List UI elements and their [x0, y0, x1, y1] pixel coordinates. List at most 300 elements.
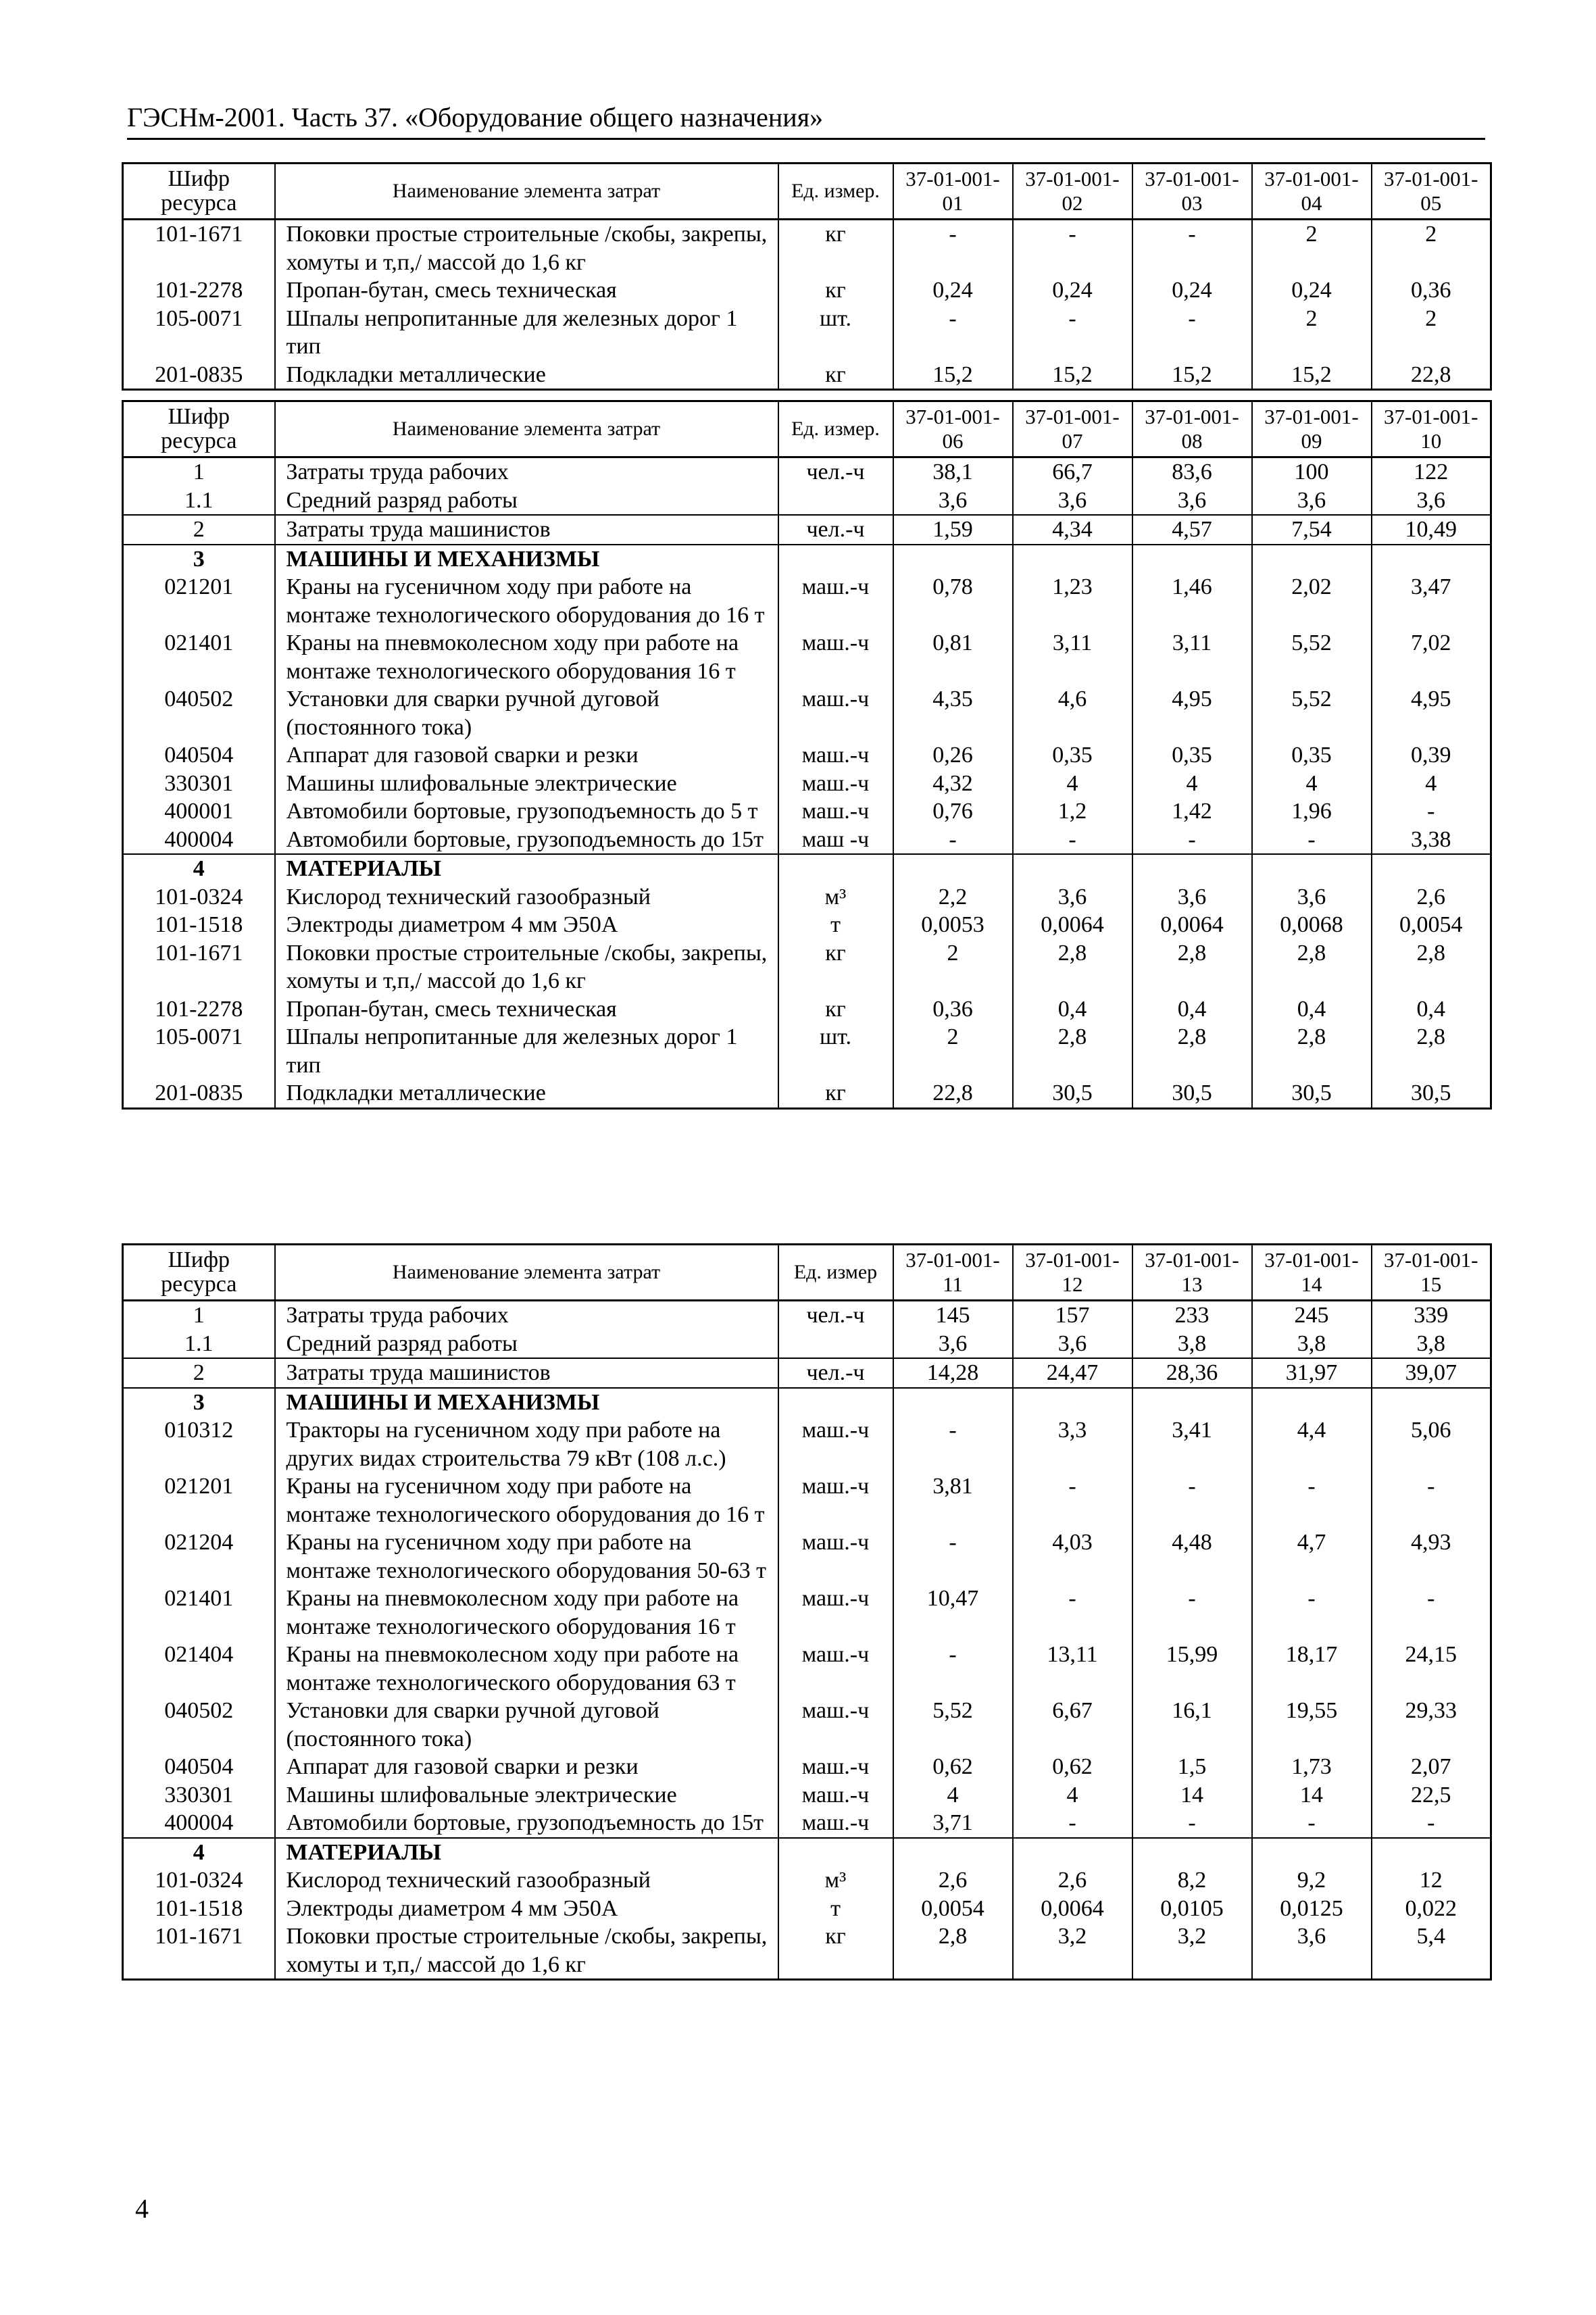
resource-unit: маш -ч	[778, 826, 893, 855]
norm-value: -	[1132, 1472, 1252, 1528]
norm-value: 0,0105	[1132, 1895, 1252, 1923]
norm-value: -	[1132, 1809, 1252, 1838]
norm-value: 0,35	[1132, 741, 1252, 770]
norm-value: 0,24	[1013, 276, 1132, 305]
table-row	[123, 911, 1491, 939]
norm-value: 24,15	[1372, 1641, 1491, 1697]
resource-code: 101-1518	[123, 911, 275, 939]
norm-value: 4,95	[1372, 685, 1491, 741]
norm-value: 1,2	[1013, 797, 1132, 826]
resource-name: Затраты труда рабочих	[275, 1301, 778, 1330]
col-header-unit: Ед. измер.	[778, 401, 893, 457]
norm-value: 3,6	[893, 1330, 1013, 1359]
table-row	[123, 1330, 1491, 1359]
col-header-norm-code: 37-01-001-05	[1372, 164, 1491, 220]
norm-value: 1,46	[1132, 573, 1252, 629]
resource-code: 021204	[123, 1528, 275, 1585]
norm-value: 4,6	[1013, 685, 1132, 741]
norm-value: 0,24	[1132, 276, 1252, 305]
norm-value: -	[1372, 1809, 1491, 1838]
norm-value: -	[1132, 305, 1252, 361]
norm-value: 0,0054	[1372, 911, 1491, 939]
norm-value: 1,73	[1252, 1753, 1372, 1781]
resource-unit	[778, 545, 893, 574]
norm-value: 2	[1372, 305, 1491, 361]
norm-value: 4	[1132, 770, 1252, 798]
resource-unit: кг	[778, 995, 893, 1024]
norm-value: 3,8	[1252, 1330, 1372, 1359]
resource-unit: маш.-ч	[778, 1697, 893, 1753]
norm-value: 2,6	[1013, 1866, 1132, 1895]
resource-code: 040504	[123, 741, 275, 770]
col-header-norm-code: 37-01-001-09	[1252, 401, 1372, 457]
page-number: 4	[135, 2193, 149, 2224]
resource-code: 2	[123, 515, 275, 545]
norm-value: 5,06	[1372, 1416, 1491, 1472]
resource-unit: маш.-ч	[778, 629, 893, 685]
norm-value: 29,33	[1372, 1697, 1491, 1753]
resource-name: Краны на пневмоколесном ходу при работе на монтаже технологического оборудования 16 т	[275, 1585, 778, 1641]
resource-unit: т	[778, 1895, 893, 1923]
norm-value: 3,6	[1013, 487, 1132, 516]
norm-value: 2	[893, 939, 1013, 995]
resource-code: 400004	[123, 1809, 275, 1838]
resource-code: 021401	[123, 629, 275, 685]
resource-unit: т	[778, 911, 893, 939]
resource-name: Средний разряд работы	[275, 487, 778, 516]
norm-value: 0,62	[893, 1753, 1013, 1781]
norm-value: 0,4	[1252, 995, 1372, 1024]
norm-value: 38,1	[893, 457, 1013, 487]
norm-value: 0,022	[1372, 1895, 1491, 1923]
norm-value: 245	[1252, 1301, 1372, 1330]
norm-value: 4	[1013, 770, 1132, 798]
resource-code: 101-2278	[123, 276, 275, 305]
norm-value: -	[1372, 797, 1491, 826]
resource-unit: маш.-ч	[778, 741, 893, 770]
resource-name: Затраты труда машинистов	[275, 515, 778, 545]
norm-value: 2,02	[1252, 573, 1372, 629]
norm-value: -	[1372, 1472, 1491, 1528]
resource-code: 1.1	[123, 1330, 275, 1359]
norm-value: 0,81	[893, 629, 1013, 685]
resource-table-2	[122, 400, 1492, 1110]
norm-value: 3,6	[1132, 883, 1252, 912]
norm-value: 18,17	[1252, 1641, 1372, 1697]
table-row	[123, 1585, 1491, 1641]
resource-code: 021201	[123, 573, 275, 629]
norm-value: -	[1013, 826, 1132, 855]
table-row	[123, 1781, 1491, 1810]
resource-unit: чел.-ч	[778, 1301, 893, 1330]
table-row	[123, 1358, 1491, 1388]
norm-value: -	[1252, 1472, 1372, 1528]
norm-value: 0,24	[1252, 276, 1372, 305]
norm-value: 4	[1013, 1781, 1132, 1810]
norm-value: 3,6	[1372, 487, 1491, 516]
norm-value: -	[1013, 1472, 1132, 1528]
table-row	[123, 305, 1491, 361]
resource-code: 040504	[123, 1753, 275, 1781]
norm-value: 145	[893, 1301, 1013, 1330]
norm-value: 3,6	[1252, 487, 1372, 516]
norm-value	[893, 854, 1013, 883]
table-row	[123, 1416, 1491, 1472]
norm-value: 3,47	[1372, 573, 1491, 629]
resource-name: Машины шлифовальные электрические	[275, 1781, 778, 1810]
norm-value: 6,67	[1013, 1697, 1132, 1753]
norm-value: 3,71	[893, 1809, 1013, 1838]
resource-unit: маш.-ч	[778, 1641, 893, 1697]
resource-code: 101-1671	[123, 220, 275, 277]
resource-unit: маш.-ч	[778, 1416, 893, 1472]
col-header-norm-code: 37-01-001-11	[893, 1245, 1013, 1301]
norm-value: 2,6	[1372, 883, 1491, 912]
norm-value	[893, 1388, 1013, 1417]
norm-value: 2,8	[1013, 939, 1132, 995]
section-row	[123, 1388, 1491, 1417]
norm-value: 3,8	[1132, 1330, 1252, 1359]
norm-value	[1252, 854, 1372, 883]
norm-value: -	[893, 1416, 1013, 1472]
norm-value: 4,35	[893, 685, 1013, 741]
norm-value: -	[893, 1641, 1013, 1697]
norm-value: 24,47	[1013, 1358, 1132, 1388]
resource-unit: кг	[778, 1922, 893, 1980]
norm-value: 2,8	[1132, 939, 1252, 995]
resource-table-3	[122, 1243, 1492, 1981]
col-header-code: Шифр ресурса	[123, 401, 275, 457]
norm-value: 30,5	[1372, 1079, 1491, 1108]
norm-value: 5,52	[1252, 685, 1372, 741]
norm-value: -	[1372, 1585, 1491, 1641]
norm-value	[893, 545, 1013, 574]
resource-code: 330301	[123, 1781, 275, 1810]
table-row	[123, 995, 1491, 1024]
resource-name: МАТЕРИАЛЫ	[275, 1838, 778, 1867]
resource-name: Шпалы непропитанные для железных дорог 1 тип	[275, 305, 778, 361]
norm-value: 5,52	[893, 1697, 1013, 1753]
norm-value: 0,36	[1372, 276, 1491, 305]
resource-code: 021404	[123, 1641, 275, 1697]
norm-value: 3,11	[1132, 629, 1252, 685]
norm-value: 9,2	[1252, 1866, 1372, 1895]
norm-value	[1252, 1388, 1372, 1417]
norm-value: 0,35	[1252, 741, 1372, 770]
section-row	[123, 545, 1491, 574]
norm-value: 0,0068	[1252, 911, 1372, 939]
norm-value: 0,62	[1013, 1753, 1132, 1781]
norm-value: 14	[1132, 1781, 1252, 1810]
resource-unit: кг	[778, 361, 893, 390]
table-row	[123, 1895, 1491, 1923]
norm-value: 1,5	[1132, 1753, 1252, 1781]
norm-value: 1,23	[1013, 573, 1132, 629]
norm-value: 4	[1252, 770, 1372, 798]
norm-value: 30,5	[1013, 1079, 1132, 1108]
norm-value: 1,59	[893, 515, 1013, 545]
norm-value: 3,6	[1013, 1330, 1132, 1359]
table-row	[123, 939, 1491, 995]
col-header-norm-code: 37-01-001-02	[1013, 164, 1132, 220]
resource-name: Автомобили бортовые, грузоподъемность до 15т	[275, 826, 778, 855]
resource-name: Затраты труда машинистов	[275, 1358, 778, 1388]
resource-code: 1.1	[123, 487, 275, 516]
norm-value: 15,2	[1013, 361, 1132, 390]
table-row	[123, 629, 1491, 685]
table-row	[123, 1697, 1491, 1753]
table-row	[123, 826, 1491, 855]
resource-name: Шпалы непропитанные для железных дорог 1 тип	[275, 1023, 778, 1079]
table-row	[123, 1641, 1491, 1697]
col-header-norm-code: 37-01-001-13	[1132, 1245, 1252, 1301]
norm-value: 66,7	[1013, 457, 1132, 487]
norm-value: -	[1252, 1809, 1372, 1838]
table-row	[123, 883, 1491, 912]
resource-name: Кислород технический газообразный	[275, 1866, 778, 1895]
resource-name: Затраты труда рабочих	[275, 457, 778, 487]
resource-code: 021201	[123, 1472, 275, 1528]
table-row	[123, 1079, 1491, 1108]
resource-name: Автомобили бортовые, грузоподъемность до 15т	[275, 1809, 778, 1838]
resource-code: 101-0324	[123, 883, 275, 912]
norm-value: 14	[1252, 1781, 1372, 1810]
table-row	[123, 1866, 1491, 1895]
norm-value: 22,8	[1372, 361, 1491, 390]
norm-value: 28,36	[1132, 1358, 1252, 1388]
resource-code: 101-2278	[123, 995, 275, 1024]
norm-value: 2,8	[1372, 1023, 1491, 1079]
norm-value: 3,2	[1132, 1922, 1252, 1980]
resource-unit	[778, 1838, 893, 1867]
norm-value: 30,5	[1252, 1079, 1372, 1108]
table-row	[123, 1472, 1491, 1528]
norm-value: 3,81	[893, 1472, 1013, 1528]
resource-unit: маш.-ч	[778, 1753, 893, 1781]
norm-value: 3,38	[1372, 826, 1491, 855]
resource-code: 101-0324	[123, 1866, 275, 1895]
resource-unit: кг	[778, 276, 893, 305]
norm-value: 3,8	[1372, 1330, 1491, 1359]
norm-value	[1013, 1388, 1132, 1417]
col-header-norm-code: 37-01-001-14	[1252, 1245, 1372, 1301]
norm-value: 0,39	[1372, 741, 1491, 770]
norm-value: 2,8	[1013, 1023, 1132, 1079]
resource-name: МАШИНЫ И МЕХАНИЗМЫ	[275, 1388, 778, 1417]
norm-value: 0,36	[893, 995, 1013, 1024]
norm-value: 157	[1013, 1301, 1132, 1330]
resource-code: 021401	[123, 1585, 275, 1641]
col-header-name: Наименование элемента затрат	[275, 1245, 778, 1301]
resource-unit: маш.-ч	[778, 1809, 893, 1838]
resource-name: Тракторы на гусеничном ходу при работе на других видах строительства 79 кВт (108 л.с.)	[275, 1416, 778, 1472]
norm-value: 3,41	[1132, 1416, 1252, 1472]
norm-value: 0,0053	[893, 911, 1013, 939]
resource-code: 400004	[123, 826, 275, 855]
resource-code: 201-0835	[123, 361, 275, 390]
norm-value: 4,93	[1372, 1528, 1491, 1585]
norm-value: 2	[1252, 220, 1372, 277]
norm-value: 15,99	[1132, 1641, 1252, 1697]
resource-code: 3	[123, 545, 275, 574]
norm-value: 4,57	[1132, 515, 1252, 545]
norm-value	[1132, 854, 1252, 883]
resource-name: Подкладки металлические	[275, 361, 778, 390]
resource-code: 2	[123, 1358, 275, 1388]
norm-value: 3,6	[1013, 883, 1132, 912]
norm-value: 122	[1372, 457, 1491, 487]
resource-code: 400001	[123, 797, 275, 826]
norm-value: 30,5	[1132, 1079, 1252, 1108]
table-row	[123, 685, 1491, 741]
resource-unit	[778, 1388, 893, 1417]
resource-unit: маш.-ч	[778, 1585, 893, 1641]
norm-value: -	[1013, 1809, 1132, 1838]
resource-unit: шт.	[778, 1023, 893, 1079]
resource-unit: маш.-ч	[778, 1781, 893, 1810]
norm-value: 5,52	[1252, 629, 1372, 685]
norm-value: 3,6	[1132, 487, 1252, 516]
resource-name: Средний разряд работы	[275, 1330, 778, 1359]
col-header-code: Шифр ресурса	[123, 164, 275, 220]
norm-value: 2,8	[1252, 1023, 1372, 1079]
norm-value: -	[893, 220, 1013, 277]
resource-name: МАШИНЫ И МЕХАНИЗМЫ	[275, 545, 778, 574]
norm-value: 4,32	[893, 770, 1013, 798]
resource-code: 105-0071	[123, 305, 275, 361]
resource-unit	[778, 1330, 893, 1359]
resource-name: Машины шлифовальные электрические	[275, 770, 778, 798]
resource-unit: маш.-ч	[778, 1528, 893, 1585]
resource-name: Поковки простые строительные /скобы, закрепы, хомуты и т,п,/ массой до 1,6 кг	[275, 939, 778, 995]
resource-name: Установки для сварки ручной дуговой (постоянного тока)	[275, 685, 778, 741]
norm-value: 8,2	[1132, 1866, 1252, 1895]
resource-code: 101-1671	[123, 1922, 275, 1980]
resource-code: 4	[123, 854, 275, 883]
col-header-norm-code: 37-01-001-01	[893, 164, 1013, 220]
resource-name: Автомобили бортовые, грузоподъемность до 5 т	[275, 797, 778, 826]
norm-value: 4,34	[1013, 515, 1132, 545]
col-header-name: Наименование элемента затрат	[275, 401, 778, 457]
norm-value: 4,95	[1132, 685, 1252, 741]
norm-value: 22,5	[1372, 1781, 1491, 1810]
norm-value: 15,2	[1252, 361, 1372, 390]
col-header-norm-code: 37-01-001-07	[1013, 401, 1132, 457]
norm-value: -	[1132, 220, 1252, 277]
resource-code: 201-0835	[123, 1079, 275, 1108]
table-row	[123, 515, 1491, 545]
table-row	[123, 276, 1491, 305]
table-row	[123, 1528, 1491, 1585]
norm-value: 7,54	[1252, 515, 1372, 545]
section-row	[123, 854, 1491, 883]
norm-value: -	[893, 305, 1013, 361]
resource-code: 040502	[123, 1697, 275, 1753]
norm-value: 0,4	[1132, 995, 1252, 1024]
table-row	[123, 741, 1491, 770]
resource-unit: шт.	[778, 305, 893, 361]
resource-name: Пропан-бутан, смесь техническая	[275, 276, 778, 305]
norm-value: -	[893, 1528, 1013, 1585]
norm-value: 4	[1372, 770, 1491, 798]
resource-name: Кислород технический газообразный	[275, 883, 778, 912]
table-row	[123, 361, 1491, 390]
table-row	[123, 1809, 1491, 1838]
norm-value: 2,8	[893, 1922, 1013, 1980]
norm-value: 2	[1372, 220, 1491, 277]
norm-value: 3,11	[1013, 629, 1132, 685]
norm-value	[1252, 1838, 1372, 1867]
resource-unit: м³	[778, 883, 893, 912]
norm-value: 2,2	[893, 883, 1013, 912]
resource-code: 101-1518	[123, 1895, 275, 1923]
norm-value	[1372, 545, 1491, 574]
resource-name: Краны на пневмоколесном ходу при работе на монтаже технологического оборудования 63 т	[275, 1641, 778, 1697]
norm-value	[1013, 545, 1132, 574]
norm-value: 4,48	[1132, 1528, 1252, 1585]
norm-value	[1372, 1388, 1491, 1417]
norm-value: 0,0064	[1013, 1895, 1132, 1923]
resource-unit: маш.-ч	[778, 685, 893, 741]
norm-value: 39,07	[1372, 1358, 1491, 1388]
resource-unit: маш.-ч	[778, 797, 893, 826]
norm-value: 2	[1252, 305, 1372, 361]
resource-code: 1	[123, 457, 275, 487]
col-header-name: Наименование элемента затрат	[275, 164, 778, 220]
norm-value: 4,03	[1013, 1528, 1132, 1585]
resource-name: Электроды диаметром 4 мм Э50А	[275, 1895, 778, 1923]
norm-value: 3,6	[1252, 883, 1372, 912]
norm-value: 0,0064	[1013, 911, 1132, 939]
norm-value: 31,97	[1252, 1358, 1372, 1388]
norm-value	[1013, 854, 1132, 883]
resource-unit: маш.-ч	[778, 1472, 893, 1528]
resource-unit: кг	[778, 220, 893, 277]
norm-value: 3,3	[1013, 1416, 1132, 1472]
norm-value	[1132, 1838, 1252, 1867]
norm-value: 10,49	[1372, 515, 1491, 545]
norm-value	[1132, 1388, 1252, 1417]
resource-unit: м³	[778, 1866, 893, 1895]
norm-value: 15,2	[893, 361, 1013, 390]
norm-value: -	[1013, 1585, 1132, 1641]
norm-value: 4,7	[1252, 1528, 1372, 1585]
resource-name: Поковки простые строительные /скобы, закрепы, хомуты и т,п,/ массой до 1,6 кг	[275, 1922, 778, 1980]
resource-name: Краны на гусеничном ходу при работе на монтаже технологического оборудования до 16 т	[275, 573, 778, 629]
resource-unit: маш.-ч	[778, 770, 893, 798]
resource-name: Краны на пневмоколесном ходу при работе на монтаже технологического оборудования 16 т	[275, 629, 778, 685]
col-header-norm-code: 37-01-001-15	[1372, 1245, 1491, 1301]
norm-value: 100	[1252, 457, 1372, 487]
col-header-unit: Ед. измер.	[778, 164, 893, 220]
norm-value: 12	[1372, 1866, 1491, 1895]
resource-name: Электроды диаметром 4 мм Э50А	[275, 911, 778, 939]
norm-value	[1013, 1838, 1132, 1867]
resource-name: Краны на гусеничном ходу при работе на монтаже технологического оборудования до 16 т	[275, 1472, 778, 1528]
table-row	[123, 1301, 1491, 1330]
table-row	[123, 573, 1491, 629]
resource-name: Пропан-бутан, смесь техническая	[275, 995, 778, 1024]
norm-value: 2,07	[1372, 1753, 1491, 1781]
norm-value: 2,8	[1252, 939, 1372, 995]
norm-value: 1,42	[1132, 797, 1252, 826]
col-header-norm-code: 37-01-001-08	[1132, 401, 1252, 457]
norm-value: 0,0125	[1252, 1895, 1372, 1923]
norm-value: -	[1013, 220, 1132, 277]
norm-value	[1252, 545, 1372, 574]
norm-value: 0,35	[1013, 741, 1132, 770]
resource-name: Аппарат для газовой сварки и резки	[275, 1753, 778, 1781]
